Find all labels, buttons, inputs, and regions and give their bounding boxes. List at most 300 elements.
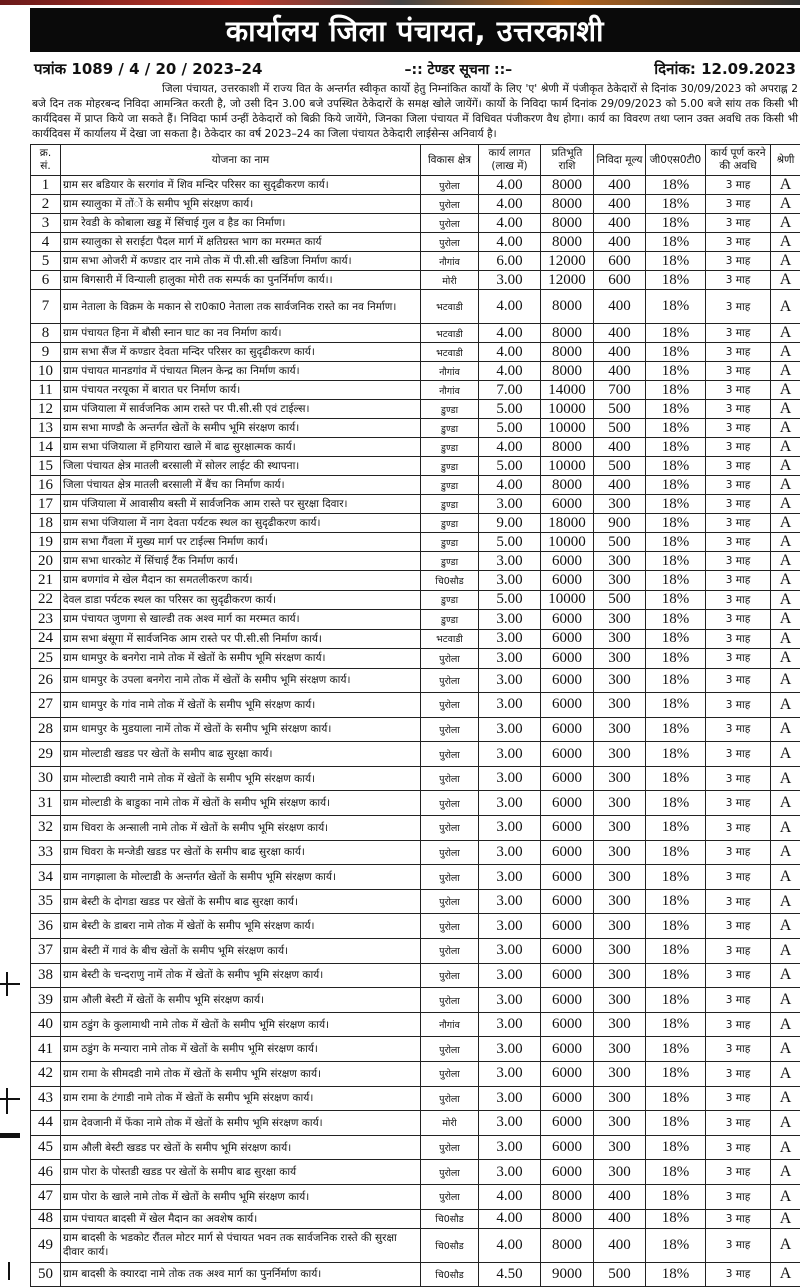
class-cell: A [771,195,800,214]
gst-cell: 18% [646,571,706,591]
registration-mark [6,1088,8,1114]
cost-cell: 4.00 [479,1209,541,1228]
registration-mark [8,1262,10,1280]
gst-cell: 18% [646,914,706,939]
class-cell: A [771,362,800,381]
class-cell: A [771,914,800,939]
block-cell: पुरोला [421,214,479,233]
serial-cell: 45 [31,1135,61,1160]
cost-cell: 6.00 [479,252,541,271]
table-row [31,233,800,252]
serial-cell: 10 [31,362,61,381]
serial-cell: 29 [31,742,61,767]
class-cell: A [771,693,800,718]
tender-fee-cell: 600 [594,252,646,271]
security-cell: 8000 [541,233,594,252]
scheme-name-cell: ग्राम पोरा के खाले नामे तोक में खेतों के समीप भूमि संरक्षण कार्य। [61,1184,421,1209]
class-cell: A [771,476,800,495]
scheme-name-cell: ग्राम बिगसारी में विन्याली हालुका मोरी तक सम्पर्क का पुनर्निर्माण कार्य।। [61,271,421,290]
class-cell: A [771,571,800,591]
gst-cell: 18% [646,343,706,362]
class-cell: A [771,840,800,865]
serial-cell: 25 [31,649,61,669]
tender-fee-cell: 500 [594,400,646,419]
block-cell: डुण्डा [421,476,479,495]
security-cell: 8000 [541,1228,594,1262]
serial-cell: 32 [31,816,61,841]
security-cell: 6000 [541,914,594,939]
gst-cell: 18% [646,1228,706,1262]
cost-cell: 5.00 [479,590,541,610]
serial-cell: 38 [31,963,61,988]
scheme-name-cell: ग्राम देवजानी में फेंका नामे तोक में खेतों के समीप भूमि संरक्षण कार्य। [61,1111,421,1136]
col-serial: क्र. सं. [31,145,61,176]
col-class: श्रेणी [771,145,800,176]
cost-cell: 3.00 [479,914,541,939]
table-row [31,476,800,495]
scheme-name-cell: ग्राम पंचायत हिना में बौसी स्नान घाट का नव निर्माण कार्य। [61,324,421,343]
scheme-name-cell: ग्राम पंजियाला में सार्वजनिक आम रास्ते पर पी.सी.सी एवं टाईल्स। [61,400,421,419]
block-cell: डुण्डा [421,552,479,571]
block-cell: भटवाडी [421,629,479,649]
tender-fee-cell: 300 [594,988,646,1013]
top-color-strip [0,0,800,5]
cost-cell: 9.00 [479,514,541,533]
gst-cell: 18% [646,1262,706,1286]
security-cell: 6000 [541,649,594,669]
serial-cell: 34 [31,865,61,890]
cost-cell: 5.00 [479,400,541,419]
table-row [31,717,800,742]
table-row [31,381,800,400]
cost-cell: 3.00 [479,988,541,1013]
scheme-name-cell: ग्राम मोल्टाडी के बाडुका नामे तोक में खेतों के समीप भूमि संरक्षण कार्य। [61,791,421,816]
tender-fee-cell: 300 [594,939,646,964]
table-row [31,1037,800,1062]
duration-cell: 3 माह [706,963,771,988]
duration-cell: 3 माह [706,590,771,610]
notice-title: –:: टेण्डर सूचना ::– [404,60,512,79]
table-row [31,1111,800,1136]
duration-cell: 3 माह [706,1184,771,1209]
serial-cell: 40 [31,1012,61,1037]
class-cell: A [771,791,800,816]
block-cell: नौगांव [421,252,479,271]
table-row [31,1262,800,1286]
tender-fee-cell: 400 [594,176,646,195]
security-cell: 8000 [541,438,594,457]
scheme-name-cell: ग्राम पंचायत नरयूका में बारात घर निर्माण कार्य। [61,381,421,400]
tender-fee-cell: 300 [594,552,646,571]
class-cell: A [771,343,800,362]
class-cell: A [771,766,800,791]
duration-cell: 3 माह [706,668,771,693]
scheme-name-cell: ग्राम बेस्टी में गावं के बीच खेतों के समीप भूमि संरक्षण कार्य। [61,939,421,964]
registration-mark [6,972,8,996]
serial-cell: 41 [31,1037,61,1062]
duration-cell: 3 माह [706,1228,771,1262]
table-row [31,649,800,669]
class-cell: A [771,1037,800,1062]
security-cell: 6000 [541,552,594,571]
cost-cell: 3.00 [479,271,541,290]
serial-cell: 3 [31,214,61,233]
tender-fee-cell: 900 [594,514,646,533]
gst-cell: 18% [646,1160,706,1185]
gst-cell: 18% [646,649,706,669]
tender-fee-cell: 300 [594,889,646,914]
cost-cell: 3.00 [479,1062,541,1087]
tender-fee-cell: 400 [594,324,646,343]
table-row [31,610,800,630]
security-cell: 6000 [541,791,594,816]
gst-cell: 18% [646,552,706,571]
scheme-name-cell: ग्राम सभा धारकोट में सिंचाई टैंक निर्माण कार्य। [61,552,421,571]
tender-fee-cell: 300 [594,865,646,890]
security-cell: 6000 [541,1111,594,1136]
security-cell: 6000 [541,1062,594,1087]
table-row [31,252,800,271]
duration-cell: 3 माह [706,552,771,571]
duration-cell: 3 माह [706,791,771,816]
security-cell: 8000 [541,1209,594,1228]
cost-cell: 3.00 [479,816,541,841]
gst-cell: 18% [646,176,706,195]
duration-cell: 3 माह [706,649,771,669]
block-cell: डुण्डा [421,438,479,457]
serial-cell: 26 [31,668,61,693]
scheme-name-cell: ग्राम बणगांव मे खेल मैदान का समतलीकरण कार्य। [61,571,421,591]
class-cell: A [771,610,800,630]
class-cell: A [771,381,800,400]
security-cell: 8000 [541,214,594,233]
duration-cell: 3 माह [706,988,771,1013]
tender-fee-cell: 400 [594,362,646,381]
table-row [31,1086,800,1111]
cost-cell: 7.00 [479,381,541,400]
scheme-name-cell: ग्राम सभा गैंवला में मुख्य मार्ग पर टाईल्स निर्माण कार्य। [61,533,421,552]
duration-cell: 3 माह [706,438,771,457]
duration-cell: 3 माह [706,290,771,324]
block-cell: डुण्डा [421,400,479,419]
tender-fee-cell: 300 [594,1012,646,1037]
duration-cell: 3 माह [706,233,771,252]
cost-cell: 3.00 [479,865,541,890]
table-row [31,495,800,514]
scheme-name-cell: ग्राम धिवरा के मन्जेडी खडड पर खेतों के समीप बाढ सुरक्षा कार्य। [61,840,421,865]
gst-cell: 18% [646,381,706,400]
block-cell: पुरोला [421,865,479,890]
serial-cell: 5 [31,252,61,271]
duration-cell: 3 माह [706,1209,771,1228]
class-cell: A [771,233,800,252]
scheme-name-cell: ग्राम सभा बंसूगा में सार्वजनिक आम रास्ते पर पी.सी.सी निर्माण कार्य। [61,629,421,649]
col-scheme-name: योजना का नाम [61,145,421,176]
scheme-name-cell: ग्राम सभा ओजरी में कण्डार दार नामे तोक में पी.सी.सी खडिजा निर्माण कार्य। [61,252,421,271]
notice-meta [30,56,800,82]
table-row [31,939,800,964]
table-row [31,533,800,552]
security-cell: 8000 [541,1184,594,1209]
serial-cell: 43 [31,1086,61,1111]
gst-cell: 18% [646,939,706,964]
col-block: विकास क्षेत्र [421,145,479,176]
gst-cell: 18% [646,742,706,767]
table-row [31,865,800,890]
block-cell: डुण्डा [421,610,479,630]
class-cell: A [771,514,800,533]
security-cell: 6000 [541,1160,594,1185]
gst-cell: 18% [646,252,706,271]
class-cell: A [771,419,800,438]
cost-cell: 3.00 [479,693,541,718]
scheme-name-cell: ग्राम पंचायत मानडगांव में पंचायत मिलन केन्द्र का निर्माण कार्य। [61,362,421,381]
cost-cell: 4.00 [479,476,541,495]
letter-number: पत्रांक 1089 / 4 / 20 / 2023–24 [34,59,262,79]
gst-cell: 18% [646,590,706,610]
table-row [31,271,800,290]
cost-cell: 3.00 [479,552,541,571]
security-cell: 8000 [541,343,594,362]
tender-fee-cell: 300 [594,693,646,718]
block-cell: चि0सौड [421,1209,479,1228]
security-cell: 12000 [541,271,594,290]
block-cell: भटवाडी [421,343,479,362]
gst-cell: 18% [646,988,706,1013]
tender-fee-cell: 300 [594,1160,646,1185]
security-cell: 6000 [541,629,594,649]
duration-cell: 3 माह [706,195,771,214]
scheme-name-cell: ग्राम बेस्टी के डाबरा नामे तोक में खेतों के समीप भूमि संरक्षण कार्य। [61,914,421,939]
scheme-name-cell: ग्राम बादसी के भडकोट रौंतल मोटर मार्ग से पंचायत भवन तक सार्वजनिक रास्ते की सुरक्षा दीवार कार्य। [61,1228,421,1262]
block-cell: डुण्डा [421,590,479,610]
serial-cell: 21 [31,571,61,591]
block-cell: मोरी [421,1111,479,1136]
gst-cell: 18% [646,457,706,476]
duration-cell: 3 माह [706,457,771,476]
gst-cell: 18% [646,1086,706,1111]
tender-fee-cell: 300 [594,742,646,767]
duration-cell: 3 माह [706,324,771,343]
table-row [31,552,800,571]
tender-fee-cell: 400 [594,290,646,324]
class-cell: A [771,590,800,610]
table-row [31,914,800,939]
scheme-name-cell: ग्राम धामपुर के गांव नामे तोक में खेतों के समीप भूमि संरक्षण कार्य। [61,693,421,718]
class-cell: A [771,717,800,742]
security-cell: 8000 [541,324,594,343]
tender-fee-cell: 300 [594,668,646,693]
cost-cell: 3.00 [479,668,541,693]
block-cell: चि0सौड [421,1228,479,1262]
cost-cell: 3.00 [479,1037,541,1062]
class-cell: A [771,668,800,693]
duration-cell: 3 माह [706,419,771,438]
col-gst: जी0एस0टी0 [646,145,706,176]
registration-mark [0,1133,20,1138]
scheme-name-cell: ग्राम सभा पंजियाला में हगियारा खाले में बाढ सुरक्षात्मक कार्य। [61,438,421,457]
tender-fee-cell: 300 [594,649,646,669]
tender-fee-cell: 300 [594,914,646,939]
block-cell: डुण्डा [421,495,479,514]
block-cell: डुण्डा [421,533,479,552]
block-cell: मोरी [421,271,479,290]
class-cell: A [771,629,800,649]
cost-cell: 3.00 [479,495,541,514]
class-cell: A [771,1135,800,1160]
cost-cell: 4.00 [479,176,541,195]
security-cell: 8000 [541,195,594,214]
tender-fee-cell: 500 [594,1262,646,1286]
cost-cell: 3.00 [479,1086,541,1111]
cost-cell: 3.00 [479,742,541,767]
block-cell: पुरोला [421,766,479,791]
gst-cell: 18% [646,400,706,419]
table-row [31,629,800,649]
security-cell: 8000 [541,290,594,324]
table-row [31,766,800,791]
scheme-name-cell: ग्राम रामा के सीमदडी नामे तोक में खेतों के समीप भूमि संरक्षण कार्य। [61,1062,421,1087]
class-cell: A [771,1160,800,1185]
gst-cell: 18% [646,791,706,816]
serial-cell: 13 [31,419,61,438]
security-cell: 18000 [541,514,594,533]
scheme-name-cell: ग्राम मोल्टाडी खडड पर खेतों के समीप बाढ सुरक्षा कार्य। [61,742,421,767]
security-cell: 6000 [541,1135,594,1160]
block-cell: पुरोला [421,195,479,214]
security-cell: 6000 [541,717,594,742]
scheme-name-cell: जिला पंचायत क्षेत्र मातली बरसाली में बैंच का निर्माण कार्य। [61,476,421,495]
tender-fee-cell: 400 [594,1209,646,1228]
block-cell: पुरोला [421,840,479,865]
scheme-name-cell: ग्राम धामपुर के उपला बनगेरा नामे तोक में खेतों के समीप भूमि संरक्षण कार्य। [61,668,421,693]
block-cell: पुरोला [421,1037,479,1062]
duration-cell: 3 माह [706,381,771,400]
scheme-name-cell: ग्राम सभा माण्डौ के अन्तर्गत खेतों के समीप भूमि संरक्षण कार्य। [61,419,421,438]
scheme-name-cell: ग्राम स्यालुका से सराईटा पैदल मार्ग में क्षतिग्रस्त भाग का मरम्मत कार्य [61,233,421,252]
duration-cell: 3 माह [706,693,771,718]
class-cell: A [771,1086,800,1111]
scheme-name-cell: ग्राम औली बेस्टी खडड पर खेतों के समीप भूमि संरक्षण कार्य। [61,1135,421,1160]
cost-cell: 3.00 [479,840,541,865]
serial-cell: 22 [31,590,61,610]
security-cell: 6000 [541,816,594,841]
tender-fee-cell: 300 [594,816,646,841]
tender-fee-cell: 700 [594,381,646,400]
class-cell: A [771,214,800,233]
class-cell: A [771,1062,800,1087]
table-row [31,1062,800,1087]
table-row [31,214,800,233]
cost-cell: 3.00 [479,791,541,816]
serial-cell: 19 [31,533,61,552]
block-cell: नौगांव [421,381,479,400]
gst-cell: 18% [646,1135,706,1160]
registration-mark [0,1098,20,1100]
duration-cell: 3 माह [706,533,771,552]
class-cell: A [771,533,800,552]
gst-cell: 18% [646,195,706,214]
tender-fee-cell: 300 [594,1086,646,1111]
scheme-name-cell: ग्राम पंचायत जुणगा से खाल्डी तक अश्व मार्ग का मरम्मत कार्य। [61,610,421,630]
class-cell: A [771,1209,800,1228]
scheme-name-cell: जिला पंचायत क्षेत्र मातली बरसाली में सोलर लाईट की स्थापना। [61,457,421,476]
tender-fee-cell: 600 [594,271,646,290]
table-row [31,963,800,988]
serial-cell: 44 [31,1111,61,1136]
gst-cell: 18% [646,693,706,718]
tender-fee-cell: 400 [594,195,646,214]
table-row [31,362,800,381]
class-cell: A [771,252,800,271]
class-cell: A [771,1228,800,1262]
scheme-name-cell: ग्राम नेताला के विक्रम के मकान से रा0का0 नेताला तक सार्वजनिक रास्ते का नव निर्माण। [61,290,421,324]
scheme-name-cell: ग्राम ठडुंग के मन्यारा नामे तोक में खेतों के समीप भूमि संरक्षण कार्य। [61,1037,421,1062]
table-header-row [31,145,800,176]
cost-cell: 4.00 [479,195,541,214]
table-row [31,1209,800,1228]
serial-cell: 15 [31,457,61,476]
scheme-name-cell: ग्राम पोरा के पोस्तडी खडड पर खेतों के समीप बाढ सुरक्षा कार्य [61,1160,421,1185]
tender-fee-cell: 400 [594,1184,646,1209]
duration-cell: 3 माह [706,1012,771,1037]
tender-fee-cell: 300 [594,629,646,649]
class-cell: A [771,438,800,457]
tender-fee-cell: 300 [594,495,646,514]
duration-cell: 3 माह [706,889,771,914]
class-cell: A [771,816,800,841]
table-row [31,840,800,865]
block-cell: पुरोला [421,742,479,767]
tender-fee-cell: 300 [594,963,646,988]
block-cell: पुरोला [421,668,479,693]
tender-fee-cell: 300 [594,1062,646,1087]
tender-notice [30,8,800,1287]
class-cell: A [771,963,800,988]
class-cell: A [771,1111,800,1136]
class-cell: A [771,176,800,195]
serial-cell: 46 [31,1160,61,1185]
serial-cell: 50 [31,1262,61,1286]
gst-cell: 18% [646,1111,706,1136]
scheme-name-cell: ग्राम बेस्टी के दोगडा खडड पर खेतों के समीप बाढ सुरक्षा कार्य। [61,889,421,914]
duration-cell: 3 माह [706,495,771,514]
col-duration: कार्य पूर्ण करने की अवधि [706,145,771,176]
duration-cell: 3 माह [706,571,771,591]
serial-cell: 11 [31,381,61,400]
gst-cell: 18% [646,438,706,457]
security-cell: 10000 [541,400,594,419]
block-cell: पुरोला [421,816,479,841]
table-row [31,1160,800,1185]
block-cell: नौगांव [421,362,479,381]
cost-cell: 3.00 [479,963,541,988]
table-row [31,742,800,767]
tender-fee-cell: 400 [594,343,646,362]
serial-cell: 17 [31,495,61,514]
class-cell: A [771,400,800,419]
gst-cell: 18% [646,1062,706,1087]
col-security: प्रतिभूति राशि [541,145,594,176]
scheme-name-cell: ग्राम धिवरा के अन्साली नामे तोक में खेतों के समीप भूमि संरक्षण कार्य। [61,816,421,841]
scheme-name-cell: देवल डाडा पर्यटक स्थल का परिसर का सुदृढीकरण कार्य। [61,590,421,610]
duration-cell: 3 माह [706,742,771,767]
cost-cell: 5.00 [479,457,541,476]
gst-cell: 18% [646,324,706,343]
class-cell: A [771,495,800,514]
tender-fee-cell: 400 [594,1228,646,1262]
tender-fee-cell: 300 [594,766,646,791]
